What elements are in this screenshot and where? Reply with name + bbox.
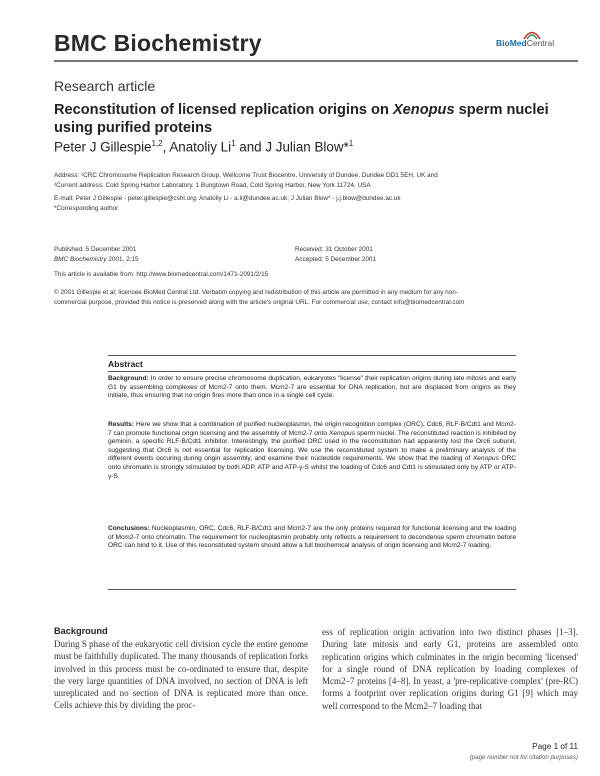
author-1-affil: 1,2 (151, 139, 163, 148)
published-date: Published: 5 December 2001 (54, 246, 137, 253)
copyright-line-2: commercial purpose, provided this notice is preserved along with the article's original URL. For commercial use, contact info@biomedcentral.com (54, 298, 465, 306)
affiliation-line-1: Address: ¹CRC Chromosome Replication Research Group, Wellcome Trust Biocentre, University of Dundee, Dundee DD1 5EH, UK and (54, 172, 438, 179)
section-heading-background: Background (54, 626, 108, 636)
author-3: and J Julian Blow* (235, 139, 349, 155)
publication-info (54, 245, 274, 264)
abstract-background-text: In order to ensure precise chromosome duplication, eukaryotes "license" their replication origins during late mitosis and early G1 by assembling complexes of Mcm2-7 onto them. Mcm2-7 are essential for DNA replication, but are displaced from origins as they initiate, thus ensuring that no origin fires more than once in a single cell cycle. (108, 375, 516, 400)
abstract-background-label: Background: (108, 375, 149, 382)
article-url-line: This article is available from: http://www.biomedcentral.com/1471-2091/2/15 (54, 271, 269, 278)
abstract-conclusions-text: Nucleoplasmin, ORC, Cdc6, RLF-B/Cdt1 and Mcm2-7 are the only proteins required for functional licensing and the loading of Mcm2-7 onto chromatin. The requirement for nucleoplasmin probably only reflects a requirement to decondense sperm chromatin before ORC can bind to it. Use of this reconstituted system should allow a full biochemical analysis of origin licensing and Mcm2-7 loading. (108, 525, 516, 550)
body-column-right: ess of replication origin activation into two distinct phases [1–3]. During late mitosis and early G1, proteins are assembled onto replication origins which culminates in the origin becoming 'licensed' for a single round of DNA replication by loading complexes of Mcm2–7 proteins [4–8]. In yeast, a 'pre-replicative complex' (pre-RC) forms a footprint over replication origins during G1 [9] which may well correspond to the Mcm2–7 loading that (322, 627, 578, 711)
journal-reference (54, 255, 274, 265)
email-block (54, 194, 578, 213)
abstract-rule-mid (108, 371, 516, 372)
body-column-left: During S phase of the eukaryotic cell division cycle the entire genome must be faithfully duplicated. The many thousands of replication forks involved in this process must be co-ordinated to ensure that, despite the very large quantities of DNA involved, no section of DNA is left unreplicated and no section of DNA is replicated more than once. Cells achieve this by dividing the proc- (54, 639, 308, 711)
logo-text-med: Med (509, 38, 527, 48)
article-title-part1: Reconstitution of licensed replication origins on (54, 102, 393, 118)
abstract-heading: Abstract (108, 359, 143, 369)
biomed-central-logo (496, 38, 576, 56)
author-2: , Anatoliy Li (162, 139, 232, 155)
abstract-rule-bottom (108, 589, 516, 590)
affiliation-line-2: ²Current address: Cold Spring Harbor Laboratory, 1 Bungtown Road, Cold Spring Harbor, New York 11724, USA (54, 181, 371, 189)
article-title-italic: Xenopus (392, 102, 455, 118)
abstract-results-text-b: sperm nuclei. The reconstituted reaction is inhibited by geminin, a specific RLF-B/Cdt1 inhibitor. Interestingly, the purified ORC used in the reconstitution had apparently lost the Orc6 subunit, suggesting that Orc6 is not essential for replication licensing. We use the reconstituted system to make a preliminary analysis of the different events occuring during origin assembly, and examine their nucleotide requirements. We show that the loading of (108, 429, 516, 463)
affiliations (54, 171, 578, 190)
email-line: E-mail: Peter J Gillespie - peter.gillespie@cshl.org; Anatoliy Li - a.li@dundee.ac.uk; J Julian Blow* - j.j.blow@dundee.ac.uk (54, 195, 401, 202)
article-type: Research article (54, 78, 156, 94)
corresponding-note: *Corresponding author (54, 204, 119, 212)
abstract-box (108, 355, 516, 593)
logo-text-central: Central (526, 38, 555, 48)
abstract-results-italic-1: Xenopus (328, 429, 355, 437)
copyright-line-1: © 2001 Gillespie et al; licensee BioMed Central Ltd. Verbatim copying and redistribution of this article are permitted in any medium for any non- (54, 289, 458, 296)
abstract-results-text-a: Here we show that a combination of purified nucleoplasmin, the origin recognition complex (ORC), Cdc6, RLF-B/Cdt1 and Mcm2-7 can promote functional origin licensing and the assembly of Mcm2-7 onto (108, 421, 516, 437)
logo-arc-icon (522, 28, 542, 40)
received-date: Received: 31 October 2001 (295, 246, 373, 253)
page-number: Page 1 of 11 (532, 742, 578, 751)
author-1: Peter J Gillespie (54, 139, 152, 155)
abstract-rule-top (108, 355, 516, 356)
author-3-affil: 1 (348, 139, 354, 148)
journal-title: BMC Biochemistry (54, 30, 262, 56)
abstract-conclusions-label: Conclusions: (108, 525, 150, 532)
abstract-results (108, 421, 516, 481)
author-list (54, 139, 353, 154)
article-title-part2: sperm nuclei using purified proteins (54, 102, 549, 136)
abstract-background (108, 375, 516, 401)
article-title (54, 101, 574, 137)
abstract-results-italic-2: Xenopus (472, 455, 499, 463)
abstract-results-label: Results: (108, 421, 135, 428)
abstract-conclusions (108, 525, 516, 551)
journal-ref-volume: 2001, 2:15 (106, 255, 139, 263)
logo-text-bio: Bio (496, 38, 510, 48)
header-divider (54, 60, 578, 62)
review-dates (295, 245, 535, 264)
author-2-affil: 1 (231, 139, 236, 148)
copyright-notice (54, 288, 578, 307)
accepted-date: Accepted: 5 December 2001 (295, 255, 376, 263)
journal-ref-name: BMC Biochemistry (54, 255, 107, 263)
page-number-note: (page number not for citation purposes) (469, 754, 578, 761)
abstract-results-text-c: ORC onto chromatin is strongly stimulated by both ADP, ATP and ATP-γ-S whilst the loading of Cdc6 and Cdt1 is stimulated only by ATP or ATP-γ-S. (108, 455, 516, 480)
